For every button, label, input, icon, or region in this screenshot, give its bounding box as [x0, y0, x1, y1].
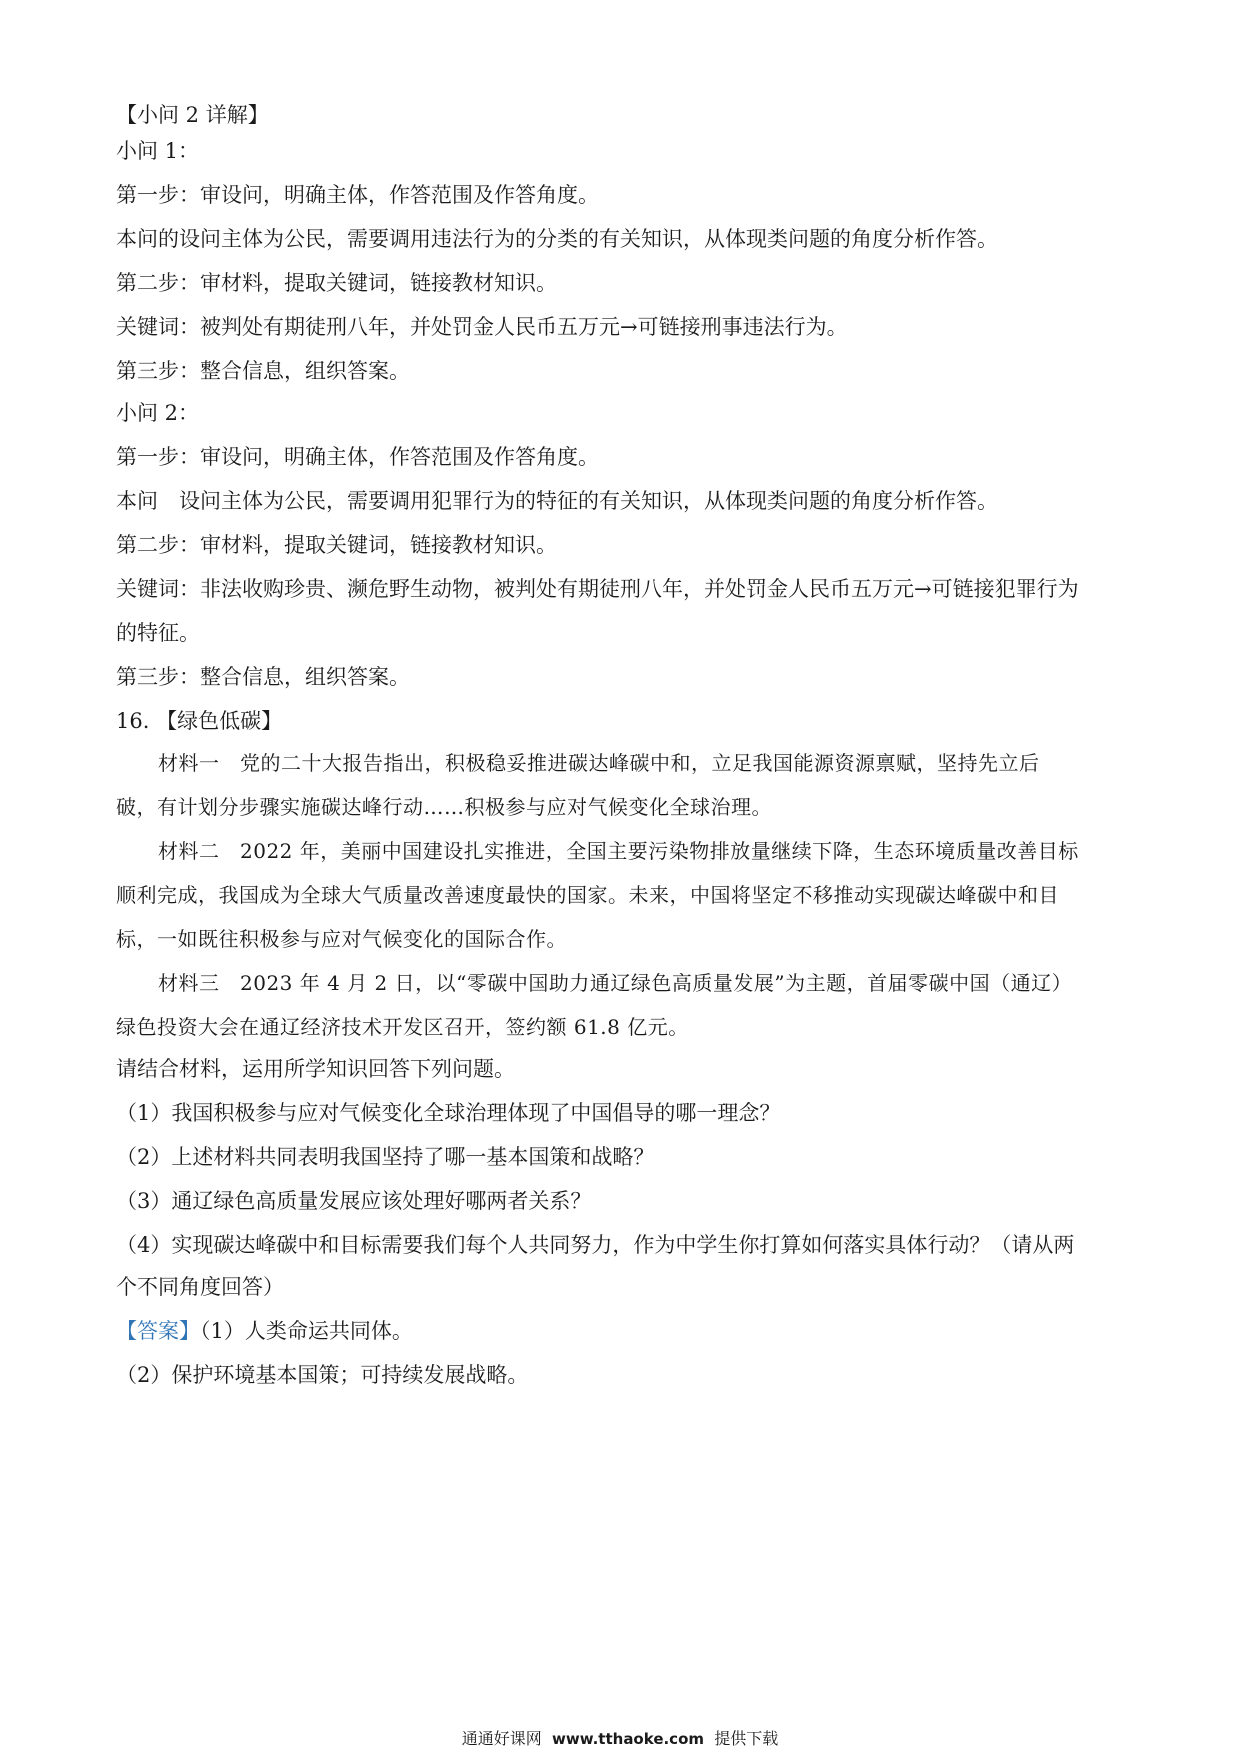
analysis-text: 本问 设问主体为公民，需要调用犯罪行为的特征的有关知识，从体现类问题的角度分析作答。 [116, 489, 998, 513]
question-item: （3）通辽绿色高质量发展应该处理好哪两者关系？ [116, 1189, 592, 1213]
section-heading: 【小问 2 详解】 [116, 103, 269, 127]
sub-question-label: 小问 2： [116, 401, 200, 425]
question-instruction: 请结合材料，运用所学知识回答下列问题。 [116, 1057, 515, 1081]
analysis-text: 本问的设问主体为公民，需要调用违法行为的分类的有关知识，从体现类问题的角度分析作答。 [116, 227, 998, 251]
material-three-continued: 绿色投资大会在通辽经济技术开发区召开，签约额 61.8 亿元。 [116, 1015, 689, 1039]
answer-line: （2）保护环境基本国策；可持续发展战略。 [116, 1363, 529, 1387]
question-item: （1）我国积极参与应对气候变化全球治理体现了中国倡导的哪一理念？ [116, 1101, 781, 1125]
question-heading: 16. 【绿色低碳】 [116, 709, 283, 733]
question-item-continued: 个不同角度回答） [116, 1275, 284, 1299]
material-one: 材料一 党的二十大报告指出，积极稳妥推进碳达峰碳中和，立足我国能源资源禀赋，坚持先立后 [158, 751, 1040, 775]
analysis-step: 第三步：整合信息，组织答案。 [116, 359, 410, 383]
material-three: 材料三 2023 年 4 月 2 日，以“零碳中国助力通辽绿色高质量发展”为主题，首届零碳中国（通辽） [158, 971, 1073, 995]
page-footer [0, 1728, 1240, 1750]
footer-site-name: 通通好课网 [461, 1729, 542, 1748]
analysis-step: 第二步：审材料，提取关键词，链接教材知识。 [116, 271, 557, 295]
analysis-step: 第一步：审设问，明确主体，作答范围及作答角度。 [116, 183, 599, 207]
analysis-text: 关键词：被判处有期徒刑八年，并处罚金人民币五万元→可链接刑事违法行为。 [116, 315, 848, 339]
material-one-continued: 破，有计划分步骤实施碳达峰行动……积极参与应对气候变化全球治理。 [116, 795, 772, 819]
analysis-step: 第三步：整合信息，组织答案。 [116, 665, 410, 689]
analysis-step: 第二步：审材料，提取关键词，链接教材知识。 [116, 533, 557, 557]
analysis-text: 关键词：非法收购珍贵、濒危野生动物，被判处有期徒刑八年，并处罚金人民币五万元→可链接犯罪行为 [116, 577, 1079, 601]
material-two-continued: 标，一如既往积极参与应对气候变化的国际合作。 [116, 927, 567, 951]
answer-label: 【答案】 [116, 1319, 200, 1343]
answer-text: （1）人类命运共同体。 [200, 1319, 413, 1343]
question-item: （4）实现碳达峰碳中和目标需要我们每个人共同努力，作为中学生你打算如何落实具体行动？（请从两 [116, 1233, 1075, 1257]
analysis-step: 第一步：审设问，明确主体，作答范围及作答角度。 [116, 445, 599, 469]
question-item: （2）上述材料共同表明我国坚持了哪一基本国策和战略？ [116, 1145, 655, 1169]
sub-question-label: 小问 1： [116, 139, 200, 163]
footer-suffix: 提供下载 [714, 1729, 779, 1748]
footer-url[interactable]: www.tthaoke.com [551, 1730, 705, 1748]
material-two: 材料二 2022 年，美丽中国建设扎实推进，全国主要污染物排放量继续下降，生态环境质量改善目标 [158, 839, 1079, 863]
material-two-continued: 顺利完成，我国成为全球大气质量改善速度最快的国家。未来，中国将坚定不移推动实现碳达峰碳中和目 [116, 883, 1059, 907]
analysis-text-continued: 的特征。 [116, 621, 200, 645]
answer-line [116, 1316, 1126, 1346]
